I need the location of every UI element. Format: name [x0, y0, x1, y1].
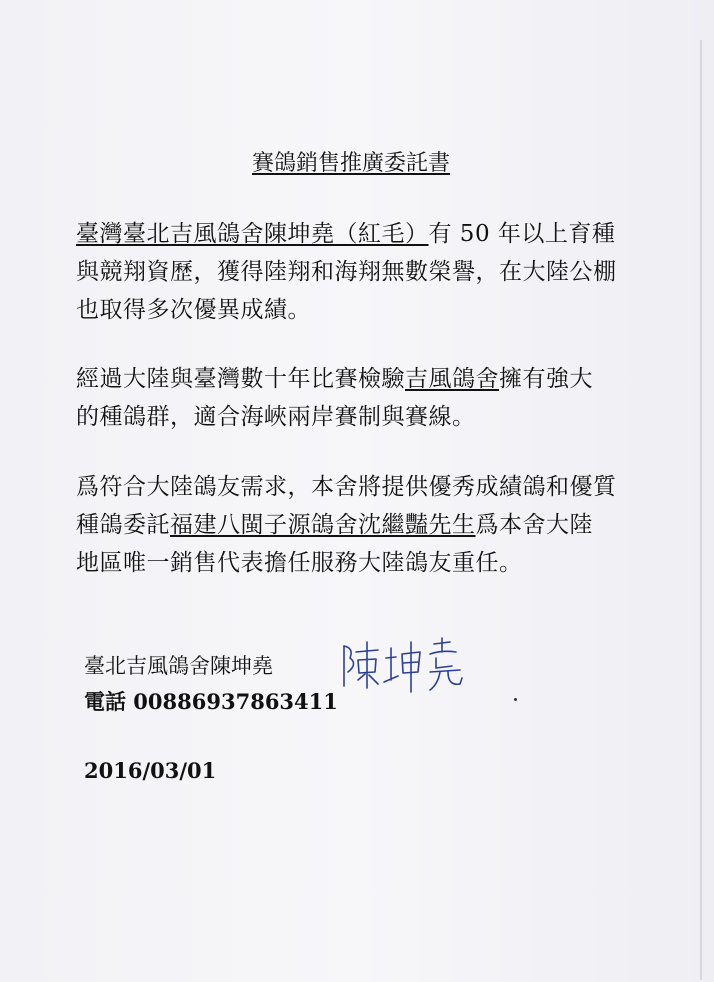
- agent-name-underlined: 福建八閩子源鴿舍沈繼豔先生: [170, 512, 476, 538]
- paragraph-3-line-3: 地區唯一銷售代表擔任服務大陸鴿友重任。: [76, 550, 523, 576]
- paragraph-3-line-2-before: 種鴿委託: [76, 512, 170, 538]
- paragraph-3-line-1: 爲符合大陸鴿友需求，本舍將提供優秀成績鴿和優質: [76, 474, 617, 500]
- paragraph-2-after: 擁有強大: [499, 366, 593, 392]
- paragraph-3: [76, 468, 676, 582]
- signer-name: 臺北吉風鴿舍陳坤堯: [84, 654, 273, 678]
- paragraph-2-before: 經過大陸與臺灣數十年比賽檢驗: [76, 366, 405, 392]
- document-title: 賽鴿銷售推廣委託書: [252, 151, 451, 176]
- paragraph-1-line-2: 與競翔資歷，獲得陸翔和海翔無數榮譽，在大陸公棚: [76, 259, 617, 285]
- paragraph-3-line-2-after: 爲本舍大陸: [475, 512, 593, 538]
- paper-edge: [700, 40, 702, 980]
- paragraph-1-line-3: 也取得多次優異成績。: [76, 297, 311, 323]
- stray-mark: [514, 698, 517, 701]
- loft-name-underlined: 吉風鴿舍: [405, 366, 499, 392]
- paragraph-2: [76, 360, 676, 436]
- owner-name-underlined: 臺灣臺北吉風鴿舍陳坤堯（紅毛）: [76, 221, 429, 247]
- phone-number: 電話 00886937863411: [84, 689, 338, 714]
- signer-block: [84, 648, 338, 720]
- paragraph-1: [76, 215, 676, 329]
- paragraph-2-line-2: 的種鴿群，適合海峽兩岸賽制與賽線。: [76, 404, 476, 430]
- handwritten-signature: [338, 632, 468, 702]
- document-date: 2016/03/01: [84, 758, 217, 783]
- paragraph-1-line-1: 有 50 年以上育種: [428, 221, 616, 247]
